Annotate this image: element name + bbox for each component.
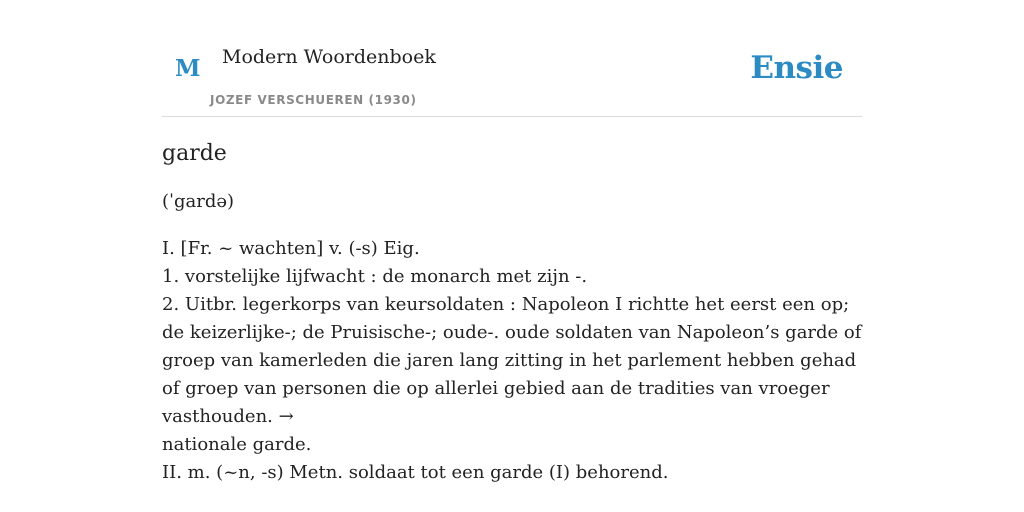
definition-intro: I. [Fr. ~ wachten] v. (-s) Eig. <box>162 238 420 259</box>
definition <box>162 235 862 487</box>
arrow-right-icon: → <box>278 406 294 427</box>
dictionary-entry <box>162 138 862 487</box>
pronunciation: (ˈgardə) <box>162 191 235 212</box>
crossref-label: nationale garde. <box>162 434 312 455</box>
definition-sense-1: 1. vorstelijke lijfwacht : de monarch met zijn -. <box>162 266 588 287</box>
headword: garde <box>162 141 227 166</box>
definition-sense-2 <box>162 291 862 459</box>
dictionary-logo[interactable]: M <box>175 55 201 82</box>
ensie-logo-link[interactable]: Ensie <box>750 50 843 86</box>
definition-section-2: II. m. (~n, -s) Metn. soldaat tot een garde (I) behorend. <box>162 462 669 483</box>
book-title[interactable]: Modern Woordenboek <box>222 46 436 68</box>
book-author: JOZEF VERSCHUEREN (1930) <box>210 93 417 107</box>
dictionary-header <box>162 0 862 117</box>
definition-sense-2-text: 2. Uitbr. legerkorps van keursoldaten : Napoleon I richtte het eerst een op; de keizerlijke-; de Pruisische-; oude-. oude soldaten van Napoleon’s garde of groep van kamerleden die jaren lang zitting in het parlement hebben gehad of groep van personen die op allerlei gebied aan de tradities van vroeger vasthouden. <box>162 294 862 427</box>
